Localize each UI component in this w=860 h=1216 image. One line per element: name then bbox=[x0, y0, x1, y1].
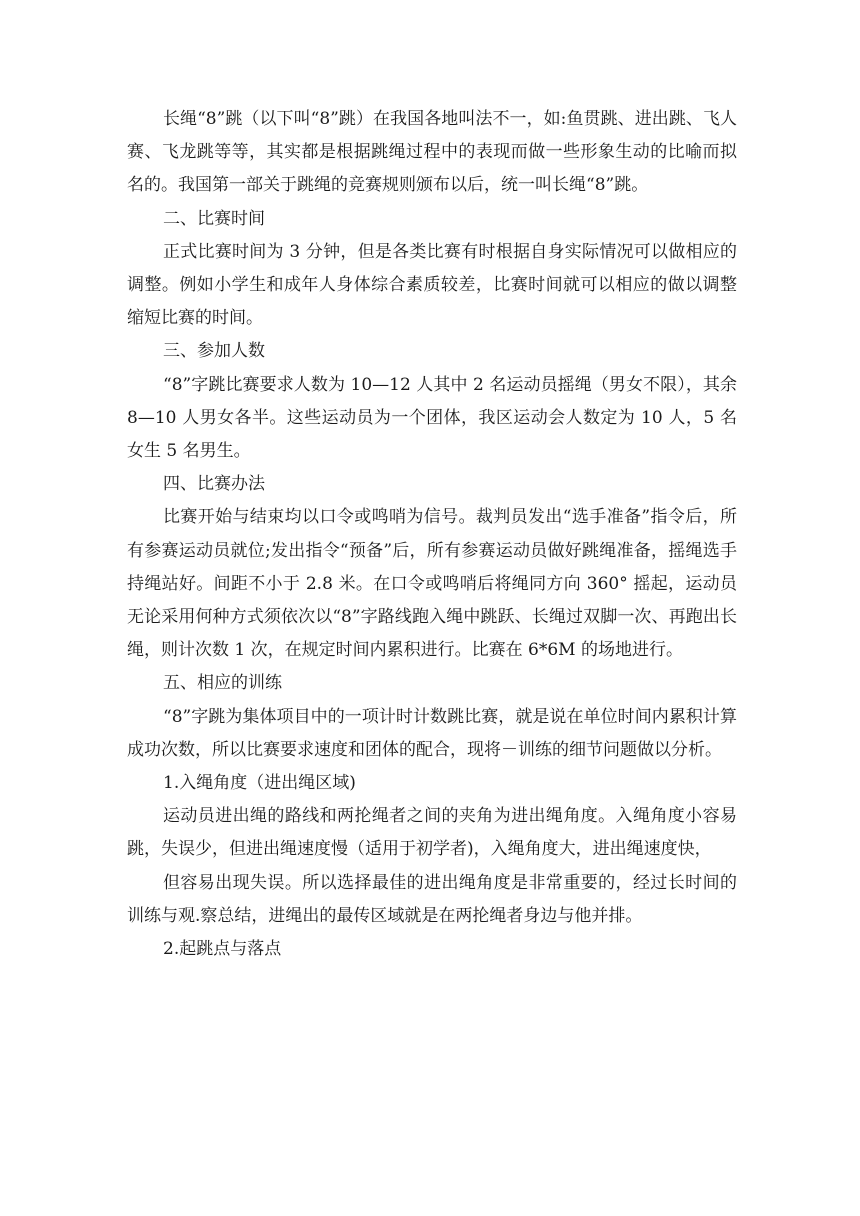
section-heading-competition-method: 四、比赛办法 bbox=[163, 474, 265, 495]
section-heading-training: 五、相应的训练 bbox=[163, 673, 282, 694]
subheading-entry-angle: 1.入绳角度（进出绳区域) bbox=[163, 773, 356, 794]
competition-time-paragraph: 正式比赛时间为 3 分钟，但是各类比赛有时根据自身实际情况可以做相应的调整。例如小学生和成年人身体综合素质较差，比赛时间就可以相应的做以调整缩短比赛的时间。 bbox=[127, 241, 737, 329]
document-body bbox=[127, 103, 737, 966]
participants-paragraph: “8”字跳比赛要求人数为 10—12 人其中 2 名运动员摇绳（男女不限），其余 8—10 人男女各半。这些运动员为一个团体，我区运动会人数定为 10 人，5 名女生 5 名男生。 bbox=[127, 374, 737, 462]
competition-method-paragraph: 比赛开始与结束均以口令或鸣哨为信号。裁判员发出“选手准备”指令后，所有参赛运动员就位;发出指令“预备”后，所有参赛运动员做好跳绳准备，摇绳选手持绳站好。间距不小于 2.8 米。在口令或鸣哨后将绳同方向 360° 摇起，运动员无论采用何种方式须依次以“8”字路线跑入绳中跳跃、长绳过双脚一次、再跑出长绳，则计次数 1 次，在规定时间内累积进行。比赛在 6*6M 的场地进行。 bbox=[127, 507, 737, 661]
entry-angle-paragraph-2: 但容易出现失误。所以选择最佳的进出绳角度是非常重要的，经过长时间的训练与观.察总结，进绳出的最传区域就是在两抡绳者身边与他并排。 bbox=[127, 872, 737, 926]
subheading-takeoff-landing: 2.起跳点与落点 bbox=[163, 939, 282, 960]
intro-paragraph: 长绳“8”跳（以下叫“8”跳）在我国各地叫法不一，如:鱼贯跳、进出跳、飞人赛、飞龙跳等等，其实都是根据跳绳过程中的表现而做一些形象生动的比喻而拟名的。我国第一部关于跳绳的竞赛规则颁布以后，统一叫长绳“8”跳。 bbox=[127, 109, 737, 196]
training-paragraph: “8”字跳为集体项目中的一项计时计数跳比赛，就是说在单位时间内累积计算成功次数，所以比赛要求速度和团体的配合，现将－训练的细节问题做以分析。 bbox=[127, 706, 737, 760]
entry-angle-paragraph-1: 运动员进出绳的路线和两抡绳者之间的夹角为进出绳角度。入绳角度小容易跳，失误少，但进出绳速度慢（适用于初学者)，入绳角度大，进出绳速度快， bbox=[127, 806, 737, 860]
section-heading-competition-time: 二、比赛时间 bbox=[163, 208, 265, 229]
section-heading-participants: 三、参加人数 bbox=[163, 341, 265, 362]
